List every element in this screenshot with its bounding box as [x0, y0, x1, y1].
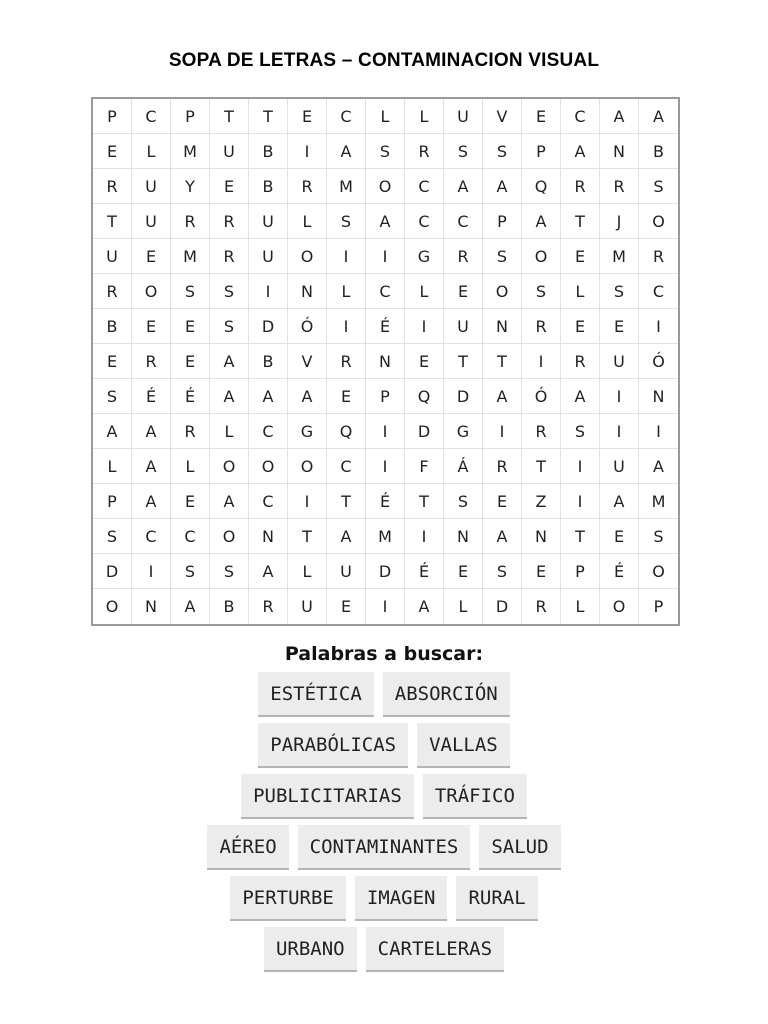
grid-cell[interactable]: R [522, 309, 561, 344]
grid-cell[interactable]: E [561, 239, 600, 274]
grid-cell[interactable]: S [210, 274, 249, 309]
grid-cell[interactable]: U [132, 169, 171, 204]
grid-cell[interactable]: B [93, 309, 132, 344]
grid-cell[interactable]: C [639, 274, 678, 309]
grid-cell[interactable]: A [600, 99, 639, 134]
word-chip: URBANO [264, 927, 357, 972]
grid-cell[interactable]: N [522, 519, 561, 554]
grid-cell[interactable]: L [288, 204, 327, 239]
word-row [0, 723, 768, 768]
grid-cell[interactable]: Ó [288, 309, 327, 344]
grid-cell[interactable]: B [249, 169, 288, 204]
grid-cell[interactable]: A [639, 99, 678, 134]
grid-cell[interactable]: R [639, 239, 678, 274]
grid-cell[interactable]: S [561, 414, 600, 449]
grid-cell[interactable]: S [171, 274, 210, 309]
grid-cell[interactable]: S [444, 134, 483, 169]
grid-cell[interactable]: I [639, 309, 678, 344]
grid-cell[interactable]: L [210, 414, 249, 449]
grid-cell[interactable]: E [405, 344, 444, 379]
grid-cell[interactable]: É [366, 309, 405, 344]
grid-cell[interactable]: S [210, 554, 249, 589]
grid-cell[interactable]: S [366, 134, 405, 169]
grid-cell[interactable]: A [366, 204, 405, 239]
grid-cell[interactable]: S [483, 239, 522, 274]
grid-cell[interactable]: R [171, 414, 210, 449]
grid-cell[interactable]: I [132, 554, 171, 589]
grid-cell[interactable]: A [561, 379, 600, 414]
grid-cell[interactable]: R [210, 204, 249, 239]
grid-cell[interactable]: V [483, 99, 522, 134]
word-row [0, 876, 768, 921]
grid-cell[interactable]: R [210, 239, 249, 274]
grid-cell[interactable]: A [327, 134, 366, 169]
grid-cell[interactable]: R [405, 134, 444, 169]
grid-cell[interactable]: P [93, 99, 132, 134]
grid-cell[interactable]: S [483, 554, 522, 589]
grid-cell[interactable]: C [444, 204, 483, 239]
grid-cell[interactable]: I [561, 484, 600, 519]
grid-cell[interactable]: T [210, 99, 249, 134]
grid-cell[interactable]: A [210, 484, 249, 519]
grid-cell[interactable]: É [366, 484, 405, 519]
grid-cell[interactable]: O [210, 519, 249, 554]
grid-cell[interactable]: I [327, 309, 366, 344]
grid-cell[interactable]: T [327, 484, 366, 519]
grid-cell[interactable]: C [405, 169, 444, 204]
grid-cell[interactable]: M [171, 239, 210, 274]
grid-cell[interactable]: S [93, 519, 132, 554]
grid-cell[interactable]: E [171, 484, 210, 519]
grid-cell[interactable]: R [522, 414, 561, 449]
grid-cell[interactable]: E [327, 589, 366, 624]
word-chip: VALLAS [417, 723, 510, 768]
grid-cell[interactable]: D [93, 554, 132, 589]
grid-cell[interactable]: Q [405, 379, 444, 414]
word-row [0, 825, 768, 870]
grid-cell[interactable]: T [288, 519, 327, 554]
grid-cell[interactable]: A [639, 449, 678, 484]
grid-cell[interactable]: A [171, 589, 210, 624]
grid-cell[interactable]: S [327, 204, 366, 239]
grid-cell[interactable]: P [653, 597, 664, 616]
grid-cell[interactable]: L [132, 134, 171, 169]
grid-cell[interactable]: M [639, 484, 678, 519]
grid-cell[interactable]: O [249, 449, 288, 484]
grid-cell[interactable]: M [327, 169, 366, 204]
grid-cell[interactable]: E [93, 134, 132, 169]
grid-cell[interactable]: I [483, 414, 522, 449]
grid-cell[interactable]: C [327, 99, 366, 134]
grid-cell[interactable]: A [93, 414, 132, 449]
word-chip: PARABÓLICAS [258, 723, 408, 768]
grid-cell[interactable]: S [483, 134, 522, 169]
grid-cell[interactable]: Q [327, 414, 366, 449]
grid-cell[interactable]: A [210, 344, 249, 379]
grid-cell[interactable]: I [561, 449, 600, 484]
grid-cell[interactable]: L [561, 589, 600, 624]
grid-cell[interactable]: E [444, 274, 483, 309]
grid-cell[interactable]: B [210, 589, 249, 624]
grid-cell[interactable]: I [600, 414, 639, 449]
grid-cell[interactable]: E [483, 484, 522, 519]
grid-cell[interactable]: É [405, 554, 444, 589]
grid-cell[interactable]: R [561, 344, 600, 379]
grid-cell[interactable]: P [366, 379, 405, 414]
grid-cell[interactable]: G [288, 414, 327, 449]
grid-cell[interactable]: D [483, 589, 522, 624]
grid-cell[interactable]: I [366, 239, 405, 274]
grid-cell[interactable]: É [171, 379, 210, 414]
grid-cell[interactable]: N [249, 519, 288, 554]
grid-cell[interactable]: L [288, 554, 327, 589]
grid-cell[interactable]: É [600, 554, 639, 589]
grid-cell[interactable]: T [249, 99, 288, 134]
grid-cell[interactable]: Z [522, 484, 561, 519]
word-chip: TRÁFICO [423, 774, 527, 819]
grid-cell[interactable]: Ó [639, 344, 678, 379]
grid-cell[interactable]: I [522, 344, 561, 379]
grid-cell[interactable]: S [639, 169, 678, 204]
grid-cell[interactable]: A [444, 169, 483, 204]
word-chip: IMAGEN [355, 876, 448, 921]
grid-cell[interactable]: T [483, 344, 522, 379]
grid-cell[interactable]: L [366, 99, 405, 134]
grid-cell[interactable]: E [132, 309, 171, 344]
grid-cell[interactable]: A [132, 484, 171, 519]
grid-cell[interactable]: R [327, 344, 366, 379]
grid-cell[interactable]: P [522, 134, 561, 169]
grid-cell[interactable]: R [561, 169, 600, 204]
grid-cell[interactable]: U [93, 239, 132, 274]
grid-cell[interactable]: C [327, 449, 366, 484]
grid-cell[interactable]: L [171, 449, 210, 484]
grid-cell[interactable]: S [93, 379, 132, 414]
grid-cell[interactable]: N [132, 589, 171, 624]
grid-cell[interactable]: T [561, 204, 600, 239]
word-row [0, 672, 768, 717]
grid-cell[interactable]: I [366, 449, 405, 484]
grid-cell[interactable]: N [600, 134, 639, 169]
grid-cell[interactable]: O [639, 554, 678, 589]
word-chip: PUBLICITARIAS [241, 774, 414, 819]
grid-cell[interactable]: U [132, 204, 171, 239]
grid-cell[interactable]: U [288, 589, 327, 624]
grid-cell[interactable]: I [327, 239, 366, 274]
grid-cell[interactable]: T [93, 204, 132, 239]
grid-cell[interactable]: I [600, 379, 639, 414]
grid-cell[interactable]: A [600, 484, 639, 519]
grid-cell[interactable]: T [561, 519, 600, 554]
grid-cell[interactable]: O [288, 449, 327, 484]
grid-cell[interactable]: E [327, 379, 366, 414]
grid-cell[interactable]: U [327, 554, 366, 589]
word-chip: ABSORCIÓN [383, 672, 510, 717]
grid-cell[interactable]: O [210, 449, 249, 484]
grid-cell[interactable]: A [483, 519, 522, 554]
grid-cell[interactable]: E [522, 554, 561, 589]
grid-cell[interactable]: A [561, 134, 600, 169]
grid-cell[interactable]: E [171, 344, 210, 379]
grid-cell[interactable]: C [171, 519, 210, 554]
grid-cell[interactable]: O [639, 204, 678, 239]
grid-cell[interactable]: A [210, 379, 249, 414]
grid-cell[interactable]: R [132, 344, 171, 379]
grid-cell[interactable]: U [249, 239, 288, 274]
grid-cell[interactable]: O [288, 239, 327, 274]
grid-cell[interactable]: U [600, 449, 639, 484]
word-chip: PERTURBE [230, 876, 346, 921]
grid-cell[interactable]: E [444, 554, 483, 589]
grid-cell[interactable]: E [561, 309, 600, 344]
grid-cell[interactable]: R [93, 169, 132, 204]
grid-cell[interactable]: L [444, 589, 483, 624]
grid-cell[interactable]: E [93, 344, 132, 379]
grid-cell[interactable]: R [444, 239, 483, 274]
grid-cell[interactable]: T [405, 484, 444, 519]
grid-cell[interactable]: P [171, 99, 210, 134]
grid-cell[interactable]: C [132, 519, 171, 554]
grid-cell[interactable]: O [366, 169, 405, 204]
grid-cell[interactable]: F [405, 449, 444, 484]
grid-cell[interactable]: A [132, 414, 171, 449]
grid-cell[interactable]: B [249, 344, 288, 379]
grid-cell[interactable]: P [93, 484, 132, 519]
grid-cell[interactable]: Q [522, 169, 561, 204]
word-row [0, 927, 768, 972]
grid-cell[interactable]: D [405, 414, 444, 449]
grid-cell[interactable]: M [366, 519, 405, 554]
grid-cell[interactable]: I [639, 414, 678, 449]
grid-cell[interactable]: L [93, 449, 132, 484]
grid-cell[interactable]: É [132, 379, 171, 414]
grid-cell[interactable]: U [249, 204, 288, 239]
grid-cell[interactable]: O [132, 274, 171, 309]
grid-cell[interactable]: U [600, 344, 639, 379]
grid-cell[interactable]: C [249, 484, 288, 519]
grid-cell[interactable]: D [249, 309, 288, 344]
grid-cell[interactable]: E [171, 309, 210, 344]
grid-cell[interactable]: C [249, 414, 288, 449]
grid-cell[interactable]: I [249, 274, 288, 309]
grid-cell[interactable]: E [210, 169, 249, 204]
grid-cell[interactable]: I [366, 589, 405, 624]
grid-cell[interactable]: I [366, 414, 405, 449]
grid-cell[interactable]: S [444, 484, 483, 519]
grid-cell[interactable]: D [366, 554, 405, 589]
grid-cell[interactable]: O [522, 239, 561, 274]
grid-cell[interactable]: Ó [522, 379, 561, 414]
page-title: SOPA DE LETRAS – CONTAMINACION VISUAL [168, 50, 600, 71]
grid-cell[interactable]: L [405, 274, 444, 309]
grid-cell[interactable]: E [522, 99, 561, 134]
grid-cell[interactable]: O [600, 589, 639, 624]
grid-cell[interactable]: A [483, 379, 522, 414]
grid-cell[interactable]: U [444, 99, 483, 134]
word-list [0, 672, 768, 978]
grid-cell[interactable]: Y [171, 169, 210, 204]
grid-cell[interactable]: A [132, 449, 171, 484]
grid-cell[interactable]: A [249, 379, 288, 414]
grid-cell[interactable]: O [93, 589, 132, 624]
grid-cell[interactable]: P [483, 204, 522, 239]
grid-cell[interactable]: A [522, 204, 561, 239]
grid-cell[interactable]: R [93, 274, 132, 309]
grid-cell[interactable]: I [405, 309, 444, 344]
word-row [0, 774, 768, 819]
grid-cell[interactable]: T [522, 449, 561, 484]
grid-cell[interactable]: R [249, 589, 288, 624]
word-chip: CONTAMINANTES [298, 825, 471, 870]
grid-cell[interactable]: P [561, 554, 600, 589]
grid-cell[interactable]: S [171, 554, 210, 589]
grid-cell[interactable]: J [600, 204, 639, 239]
word-chip: AÉREO [207, 825, 288, 870]
grid-cell[interactable]: N [288, 274, 327, 309]
grid-cell[interactable]: E [132, 239, 171, 274]
word-chip: SALUD [479, 825, 560, 870]
grid-cell[interactable]: S [600, 274, 639, 309]
grid-cell[interactable]: S [522, 274, 561, 309]
grid-cell[interactable]: E [600, 519, 639, 554]
grid-cell[interactable]: S [639, 519, 678, 554]
grid-cell[interactable]: M [600, 239, 639, 274]
grid-cell[interactable]: I [288, 134, 327, 169]
grid-cell[interactable]: C [405, 204, 444, 239]
grid-cell[interactable]: M [171, 134, 210, 169]
grid-cell[interactable]: N [639, 379, 678, 414]
grid-cell[interactable]: A [405, 589, 444, 624]
grid-cell[interactable]: N [366, 344, 405, 379]
grid-cell[interactable]: L [561, 274, 600, 309]
grid-cell[interactable]: L [327, 274, 366, 309]
letter-grid [93, 99, 678, 624]
grid-cell[interactable]: I [288, 484, 327, 519]
grid-cell[interactable]: U [444, 309, 483, 344]
grid-cell[interactable]: D [444, 379, 483, 414]
word-chip: RURAL [456, 876, 537, 921]
grid-cell[interactable]: B [639, 134, 678, 169]
grid-cell[interactable]: A [327, 519, 366, 554]
grid-cell[interactable]: R [288, 169, 327, 204]
grid-cell[interactable]: E [600, 309, 639, 344]
grid-cell[interactable]: N [444, 519, 483, 554]
grid-cell[interactable]: A [483, 169, 522, 204]
grid-cell[interactable]: R [600, 169, 639, 204]
grid-cell[interactable]: N [483, 309, 522, 344]
grid-cell[interactable]: B [249, 134, 288, 169]
grid-cell[interactable]: G [405, 239, 444, 274]
grid-cell[interactable]: U [210, 134, 249, 169]
grid-cell[interactable]: C [366, 274, 405, 309]
grid-cell[interactable]: V [288, 344, 327, 379]
word-search-grid [91, 97, 680, 626]
grid-cell[interactable]: R [483, 449, 522, 484]
grid-cell[interactable]: O [483, 274, 522, 309]
grid-cell[interactable]: A [249, 554, 288, 589]
word-chip: CARTELERAS [366, 927, 504, 972]
grid-cell[interactable]: I [405, 519, 444, 554]
grid-cell[interactable]: L [405, 99, 444, 134]
grid-cell[interactable]: C [561, 99, 600, 134]
grid-cell[interactable]: R [522, 589, 561, 624]
grid-cell[interactable]: A [288, 379, 327, 414]
grid-cell[interactable]: T [444, 344, 483, 379]
grid-cell[interactable]: R [171, 204, 210, 239]
grid-cell[interactable]: S [210, 309, 249, 344]
word-chip: ESTÉTICA [258, 672, 374, 717]
words-heading: Palabras a buscar: [284, 643, 484, 665]
grid-cell[interactable]: E [288, 99, 327, 134]
grid-cell[interactable]: Á [444, 449, 483, 484]
grid-cell[interactable]: G [444, 414, 483, 449]
grid-cell[interactable]: C [132, 99, 171, 134]
